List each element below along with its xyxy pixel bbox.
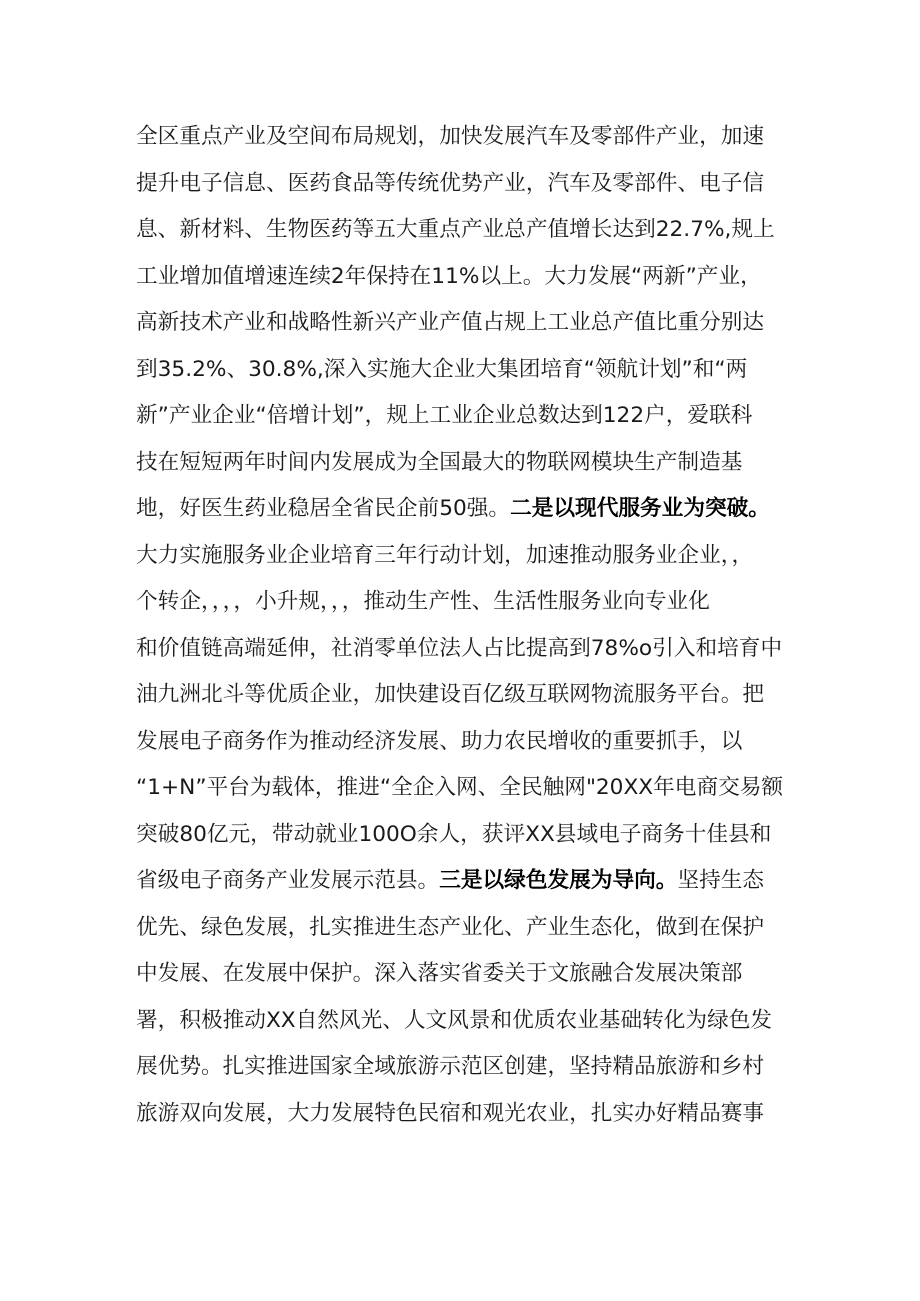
text-run: 省级电子商务产业发展示范县。 bbox=[136, 868, 440, 893]
text-line bbox=[136, 347, 796, 394]
text-line bbox=[136, 440, 796, 487]
text-run: 中发展、在发展中保护。深入落实省委关于文旅融合发展决策部 bbox=[136, 961, 743, 986]
text-run: 发展电子商务作为推动经济发展、助力农民增收的重要抓手，以 bbox=[136, 728, 743, 754]
text-line bbox=[136, 672, 796, 719]
text-run: 高新技术产业和战略性新兴产业产值占规上工业总产值比重分别达 bbox=[136, 310, 765, 335]
text-line bbox=[136, 626, 796, 673]
text-line bbox=[136, 300, 796, 347]
text-line bbox=[136, 393, 796, 440]
text-line bbox=[136, 812, 796, 859]
text-line bbox=[136, 765, 796, 812]
text-run: 旅游双向发展，大力发展特色民宿和观光农业，扎实办好精品赛事 bbox=[136, 1100, 765, 1126]
text-line bbox=[136, 719, 796, 766]
bold-heading-text: 三是以绿色发展为导向。 bbox=[439, 868, 678, 893]
text-line bbox=[136, 254, 796, 301]
text-run: “1+N”平台为载体，推进“全企入网、全民触网"20XX年电商交易额 bbox=[136, 775, 784, 800]
text-line bbox=[136, 858, 796, 905]
text-run: 优先、绿色发展，扎实推进生态产业化、产业生态化，做到在保护 bbox=[136, 914, 765, 940]
text-run: 和价值链高端延伸，社消零单位法人占比提高到78%o引入和培育中 bbox=[136, 635, 783, 661]
text-run: 个转企，，，，小升规，，，推动生产性、生活性服务业向专业化 bbox=[136, 589, 710, 614]
text-run: 坚持生态 bbox=[677, 868, 765, 893]
text-run: 突破80亿元，带动就业100O余人，获评XX县域电子商务十佳县和 bbox=[136, 821, 772, 847]
text-run: 技在短短两年时间内发展成为全国最大的物联网模块生产制造基 bbox=[136, 449, 743, 475]
text-run: 大力实施服务业企业培育三年行动计划，加速推动服务业企业，， bbox=[136, 542, 754, 568]
text-run: 展优势。扎实推进国家全域旅游示范区创建，坚持精品旅游和乡村 bbox=[136, 1054, 765, 1079]
body-paragraph bbox=[136, 114, 796, 1137]
text-line bbox=[136, 1091, 796, 1138]
text-run: 油九洲北斗等优质企业，加快建设百亿级互联网物流服务平台。把 bbox=[136, 682, 765, 707]
text-line bbox=[136, 114, 796, 161]
text-line bbox=[136, 486, 796, 533]
text-run: 息、新材料、生物医药等五大重点产业总产值增长达到22.7%,规上 bbox=[136, 217, 775, 242]
text-run: 工业增加值增速连续2年保持在11%以上。大力发展“两新”产业， bbox=[136, 263, 762, 289]
text-run: 地，好医生药业稳居全省民企前50强。 bbox=[136, 496, 511, 521]
text-run: 提升电子信息、医药食品等传统优势产业，汽车及零部件、电子信 bbox=[136, 170, 765, 196]
text-line bbox=[136, 579, 796, 626]
text-line bbox=[136, 533, 796, 580]
text-line bbox=[136, 998, 796, 1045]
bold-heading-text: 二是以现代服务业为突破。 bbox=[510, 496, 770, 521]
text-line bbox=[136, 207, 796, 254]
text-line bbox=[136, 905, 796, 952]
text-run: 新”产业企业“倍增计划”，规上工业企业总数达到122户，爱联科 bbox=[136, 403, 753, 428]
text-run: 署，积极推动XX自然风光、人文风景和优质农业基础转化为绿色发 bbox=[136, 1007, 773, 1033]
text-line bbox=[136, 1044, 796, 1091]
text-run: 全区重点产业及空间布局规划，加快发展汽车及零部件产业，加速 bbox=[136, 124, 765, 149]
text-line bbox=[136, 161, 796, 208]
text-run: 到35.2%、30.8%,深入实施大企业大集团培育“领航计划”和“两 bbox=[136, 356, 748, 382]
text-line bbox=[136, 951, 796, 998]
